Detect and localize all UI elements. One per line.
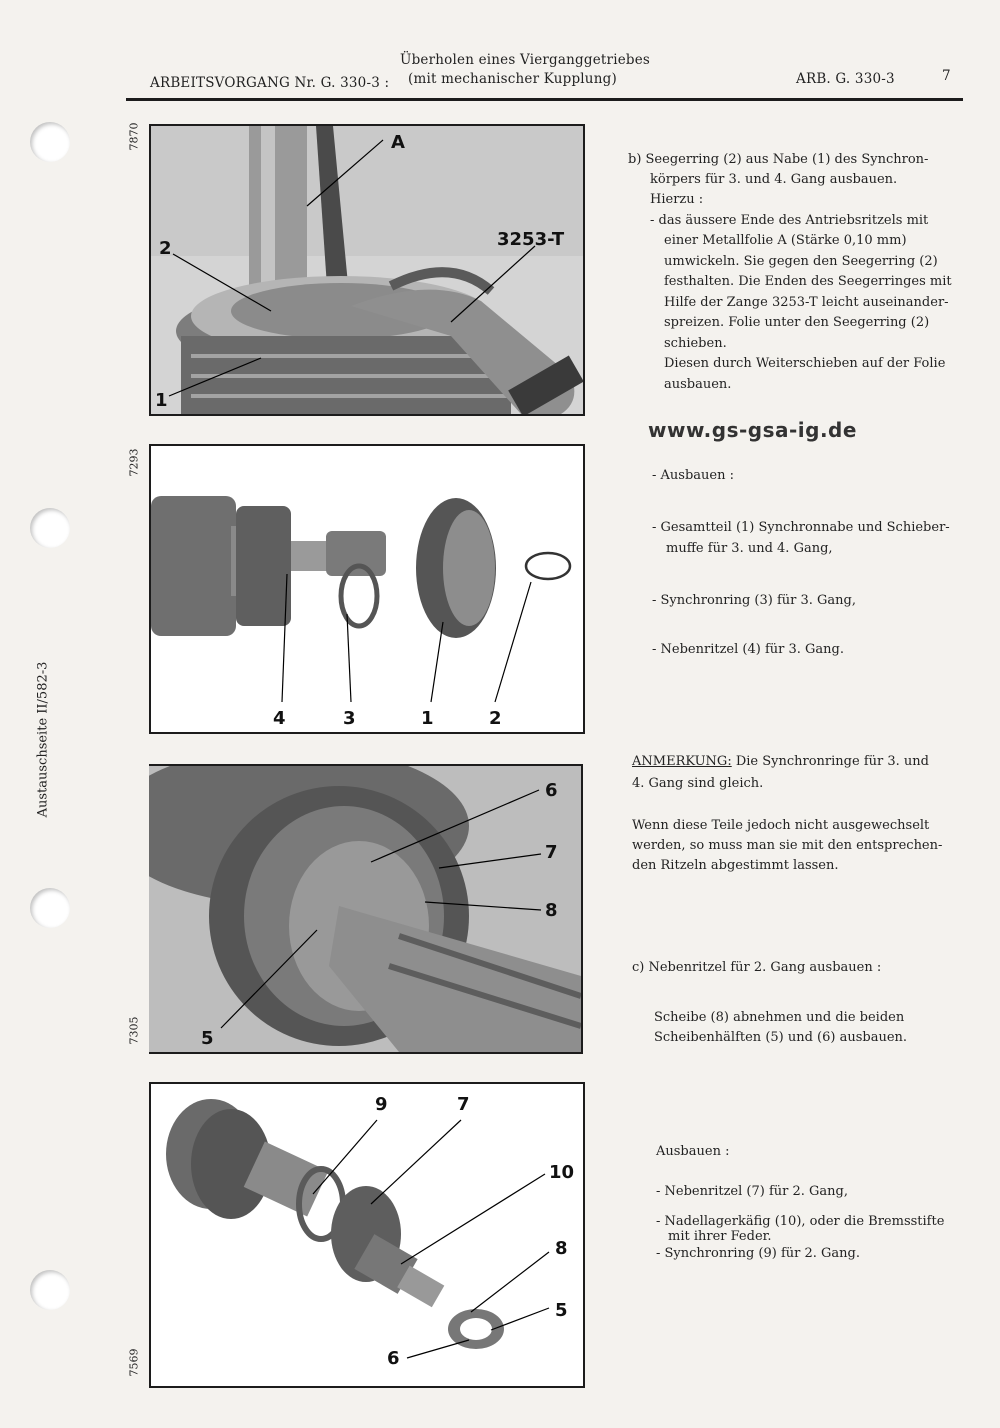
ausbauen-item: - Gesamtteil (1) Synchronnabe und Schieber-: [652, 520, 950, 535]
header-title-line2: (mit mechanischer Kupplung): [408, 71, 617, 87]
figure-photo-7569: [149, 1082, 585, 1388]
ausbauen-item: - Nebenritzel (4) für 3. Gang.: [652, 642, 844, 657]
section-b-line: - das äussere Ende des Antriebsritzels mit: [650, 213, 929, 228]
callout-label: 2: [489, 708, 502, 729]
ausbauen-item: muffe für 3. und 4. Gang,: [666, 541, 833, 556]
anmerkung-paragraph: Wenn diese Teile jedoch nicht ausgewechselt: [632, 818, 930, 833]
side-label: Austauschseite II/582-3: [35, 661, 51, 818]
section-b-line: umwickeln. Sie gegen den Seegerring (2): [664, 254, 938, 269]
section-b-line: Hilfe der Zange 3253-T leicht auseinander-: [664, 295, 949, 310]
punch-hole: [30, 1270, 70, 1310]
ausbauen2-item: - Nebenritzel (7) für 2. Gang,: [656, 1184, 848, 1199]
figure-number: 7569: [127, 1348, 141, 1377]
callout-label: 7: [457, 1094, 470, 1115]
figure-number: 7293: [127, 448, 141, 477]
ausbauen2-item: - Synchronring (9) für 2. Gang.: [656, 1246, 860, 1261]
callout-label: 10: [549, 1162, 575, 1183]
header-operation-number: ARBEITSVORGANG Nr. G. 330-3 :: [150, 75, 390, 91]
callout-label: 5: [555, 1300, 568, 1321]
anmerkung-line2: 4. Gang sind gleich.: [632, 776, 764, 791]
header-page-number: 7: [942, 68, 951, 84]
section-c-line: Scheibenhälften (5) und (6) ausbauen.: [654, 1030, 908, 1045]
figure-number: 7305: [127, 1016, 141, 1045]
punch-hole: [30, 508, 70, 548]
callout-label: 6: [387, 1348, 400, 1369]
figure-photo-7305: [149, 764, 583, 1054]
ausbauen2-item: mit ihrer Feder.: [668, 1229, 772, 1244]
section-b-line: Diesen durch Weiterschieben auf der Folie: [664, 356, 946, 371]
anmerkung-paragraph: werden, so muss man sie mit den entsprechen-: [632, 838, 943, 853]
anmerkung-text: Die Synchronringe für 3. und: [731, 754, 929, 769]
figure-photo-7293: [149, 444, 585, 734]
figure-number: 7870: [127, 122, 141, 151]
callout-label: 1: [421, 708, 434, 729]
ausbauen-heading: - Ausbauen :: [652, 468, 734, 483]
callout-label: 3253-T: [497, 229, 565, 250]
callout-label: 4: [273, 708, 286, 729]
punch-hole: [30, 122, 70, 162]
header-title-line1: Überholen eines Vierganggetriebes: [400, 52, 651, 68]
figure-photo-7870: [149, 124, 585, 416]
section-b-line: ausbauen.: [664, 377, 732, 392]
ausbauen2-heading: Ausbauen :: [656, 1144, 730, 1159]
section-b-line: schieben.: [664, 336, 727, 351]
section-b-line: spreizen. Folie unter den Seegerring (2): [664, 315, 930, 330]
ausbauen-item: - Synchronring (3) für 3. Gang,: [652, 593, 856, 608]
callout-label: 5: [201, 1028, 214, 1049]
section-c-heading: c) Nebenritzel für 2. Gang ausbauen :: [632, 960, 882, 975]
ausbauen2-item: - Nadellagerkäfig (10), oder die Bremsstifte: [656, 1214, 945, 1229]
callout-label: 8: [545, 900, 558, 921]
header-rule: [126, 98, 963, 101]
callout-label: 1: [155, 390, 168, 411]
section-b-line: einer Metallfolie A (Stärke 0,10 mm): [664, 233, 907, 248]
anmerkung-line1: [632, 752, 929, 773]
punch-hole: [30, 888, 70, 928]
website-watermark: www.gs-gsa-ig.de: [648, 418, 857, 442]
callout-label: 6: [545, 780, 558, 801]
callout-label: 7: [545, 842, 558, 863]
section-b-line: Hierzu :: [650, 192, 704, 207]
anmerkung-paragraph: den Ritzeln abgestimmt lassen.: [632, 858, 839, 873]
callout-label: 3: [343, 708, 356, 729]
section-c-line: Scheibe (8) abnehmen und die beiden: [654, 1010, 905, 1025]
callout-label: 2: [159, 238, 172, 259]
callout-label: A: [391, 132, 405, 153]
section-b-line: körpers für 3. und 4. Gang ausbauen.: [650, 172, 898, 187]
anmerkung-label: ANMERKUNG:: [632, 754, 732, 769]
section-b-line: b) Seegerring (2) aus Nabe (1) des Synchron-: [628, 152, 929, 167]
header-ref: ARB. G. 330-3: [796, 71, 895, 87]
section-b-line: festhalten. Die Enden des Seegerringes mit: [664, 274, 952, 289]
callout-label: 8: [555, 1238, 568, 1259]
callout-label: 9: [375, 1094, 388, 1115]
